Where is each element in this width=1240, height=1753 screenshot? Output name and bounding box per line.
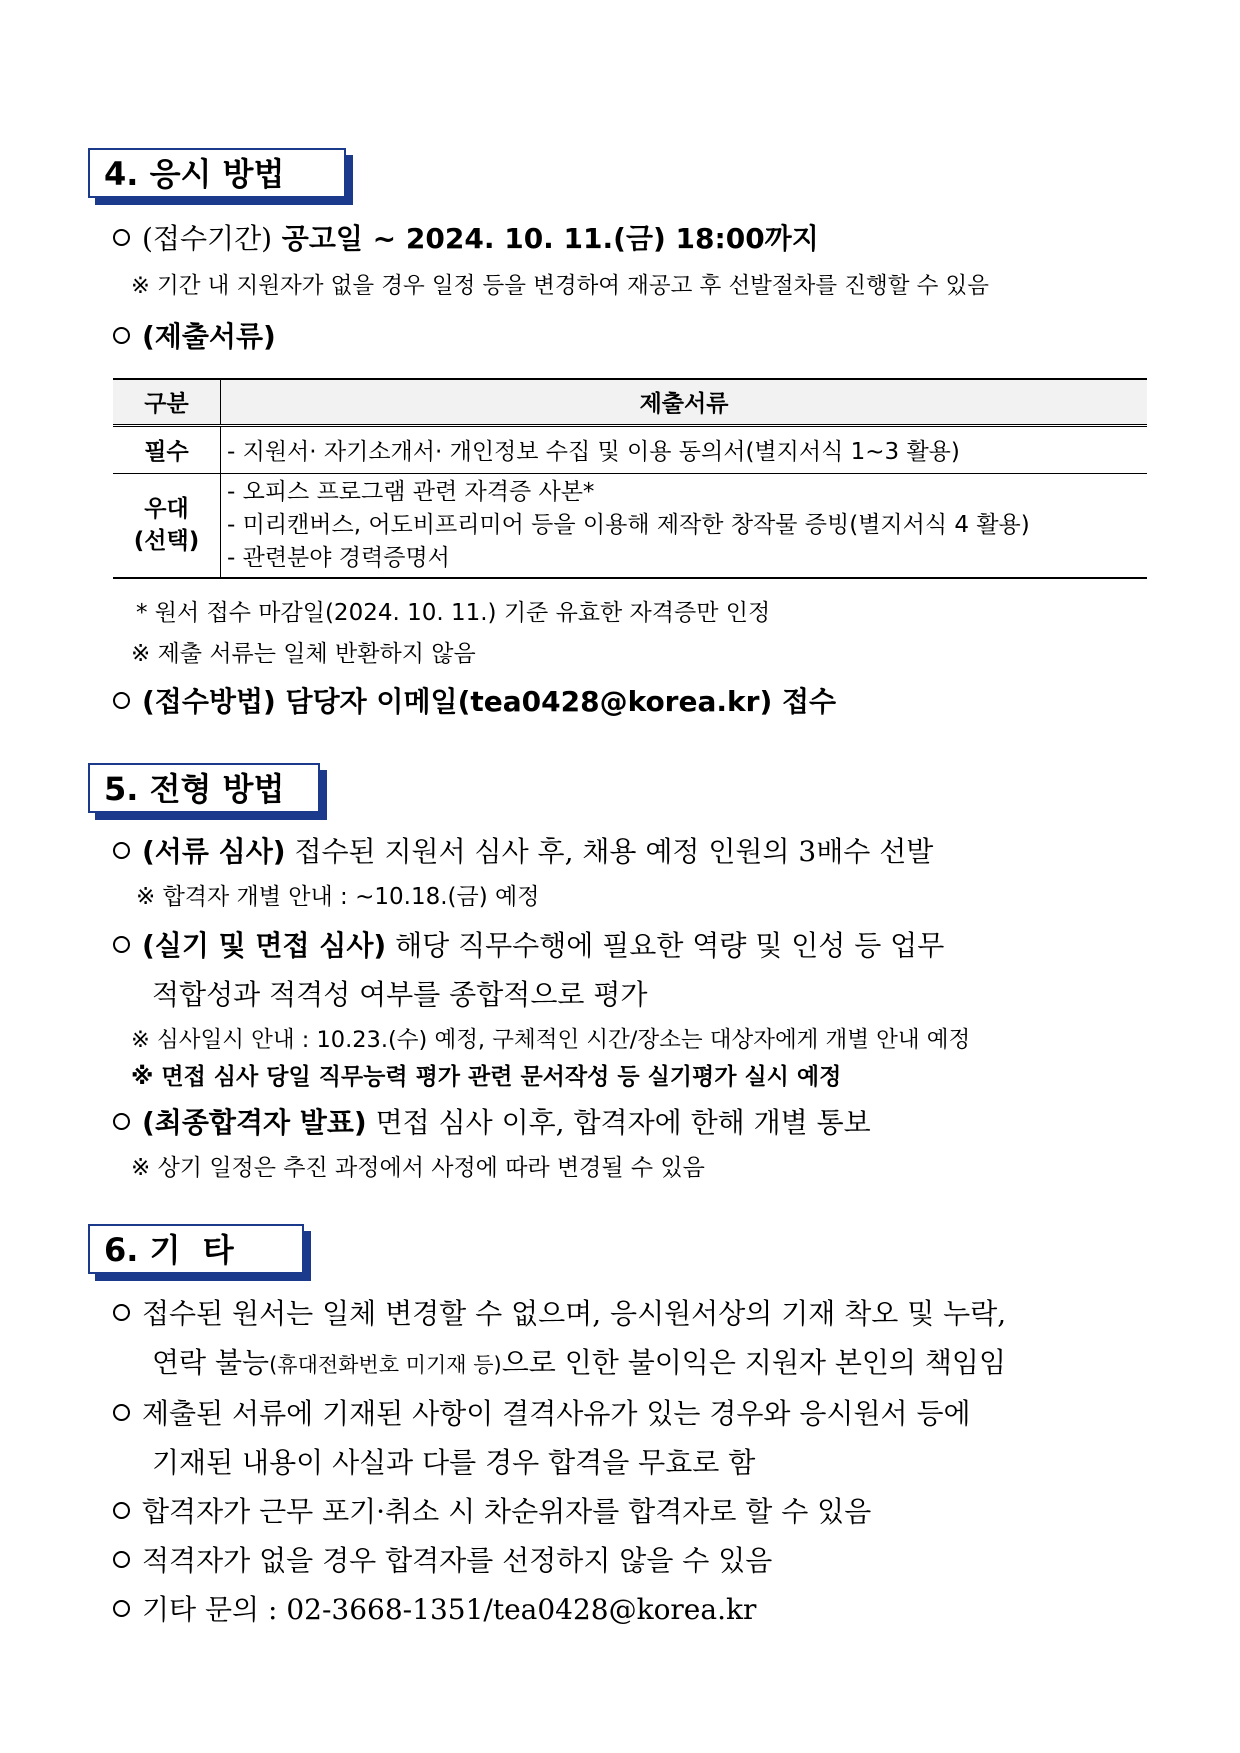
section-title: 6. 기 타 (104, 1231, 234, 1269)
section-title: 4. 응시 방법 (104, 155, 285, 193)
circle-bullet-icon (113, 842, 130, 859)
etc-item-cont: 기재된 내용이 사실과 다를 경우 합격을 무효로 함 (152, 1446, 756, 1479)
etc-item-cont: 연락 불능(휴대전화번호 미기재 등)으로 인한 불이익은 지원자 본인의 책임임 (152, 1346, 1007, 1379)
final-note: ※ 상기 일정은 추진 과정에서 사정에 따라 변경될 수 있음 (131, 1155, 705, 1181)
circle-bullet-icon (113, 692, 130, 709)
period-line (113, 222, 819, 256)
circle-bullet-icon (113, 1113, 130, 1130)
period-label: (접수기간) (142, 222, 273, 255)
table-row (113, 425, 1147, 473)
header-category: 구분 (144, 391, 189, 418)
section-heading (88, 763, 320, 813)
interview-text: 해당 직무수행에 필요한 역량 및 인성 등 업무 (386, 929, 945, 962)
circle-bullet-icon (113, 1600, 130, 1617)
interview-note-bold: ※ 면접 심사 당일 직무능력 평가 관련 문서작성 등 실기평가 실시 예정 (131, 1064, 842, 1090)
table-note: * 원서 접수 마감일(2024. 10. 11.) 기준 유효한 자격증만 인정 (136, 600, 771, 626)
row-item: - 지원서· 자기소개서· 개인정보 수집 및 이용 동의서(별지서식 1~3 활용) (221, 425, 1148, 473)
circle-bullet-icon (113, 327, 130, 344)
period-text: 공고일 ~ 2024. 10. 11.(금) 18:00까지 (272, 222, 819, 255)
doc-review-line (113, 835, 933, 869)
section-heading (88, 1224, 304, 1274)
interview-line-2: 적합성과 적격성 여부를 종합적으로 평가 (152, 978, 648, 1011)
circle-bullet-icon (113, 1404, 130, 1421)
row-item: - 오피스 프로그램 관련 자격증 사본* (227, 478, 595, 505)
method-line (113, 685, 836, 719)
documents-table (113, 378, 1147, 579)
etc-item: 합격자가 근무 포기·취소 시 차순위자를 합격자로 할 수 있음 (113, 1495, 871, 1529)
circle-bullet-icon (113, 936, 130, 953)
final-line (113, 1106, 871, 1140)
etc-item: 제출된 서류에 기재된 사항이 결격사유가 있는 경우와 응시원서 등에 (113, 1397, 971, 1431)
docs-label: (제출서류) (142, 320, 276, 353)
header-documents: 제출서류 (221, 379, 1148, 425)
circle-bullet-icon (113, 1502, 130, 1519)
doc-review-label: (서류 심사) (142, 835, 286, 868)
doc-review-text: 접수된 지원서 심사 후, 채용 예정 인원의 3배수 선발 (285, 835, 934, 868)
final-text: 면접 심사 이후, 합격자에 한해 개별 통보 (366, 1106, 871, 1139)
row-category: 필수 (144, 439, 189, 465)
method-label: (접수방법) (142, 685, 276, 718)
circle-bullet-icon (113, 1304, 130, 1321)
section-title: 5. 전형 방법 (104, 770, 285, 808)
section-heading (88, 148, 346, 198)
table-header-row (113, 379, 1147, 425)
final-label: (최종합격자 발표) (142, 1106, 367, 1139)
row-items (221, 473, 1148, 578)
interview-note: ※ 심사일시 안내 : 10.23.(수) 예정, 구체적인 시간/장소는 대상자에게 개별 안내 예정 (131, 1027, 971, 1053)
docs-line (113, 320, 276, 354)
method-text: 담당자 이메일(tea0428@korea.kr) 접수 (275, 685, 837, 718)
etc-item: 기타 문의 : 02-3668-1351/tea0428@korea.kr (113, 1593, 756, 1627)
interview-label: (실기 및 면접 심사) (142, 929, 387, 962)
period-note: ※ 기간 내 지원자가 없을 경우 일정 등을 변경하여 재공고 후 선발절차를 진행할 수 있음 (131, 273, 989, 299)
row-item: - 미리캔버스, 어도비프리미어 등을 이용해 제작한 창작물 증빙(별지서식 4 활용) (227, 511, 1030, 538)
row-item: - 관련분야 경력증명서 (227, 544, 450, 571)
etc-item: 적격자가 없을 경우 합격자를 선정하지 않을 수 있음 (113, 1544, 772, 1578)
circle-bullet-icon (113, 1551, 130, 1568)
etc-item: 접수된 원서는 일체 변경할 수 없으며, 응시원서상의 기재 착오 및 누락, (113, 1297, 1006, 1331)
circle-bullet-icon (113, 229, 130, 246)
table-row (113, 473, 1147, 578)
row-category: 우대 (선택) (133, 496, 200, 554)
interview-line (113, 929, 944, 963)
doc-review-note: ※ 합격자 개별 안내 : ~10.18.(금) 예정 (136, 884, 540, 910)
table-note: ※ 제출 서류는 일체 반환하지 않음 (131, 641, 476, 667)
